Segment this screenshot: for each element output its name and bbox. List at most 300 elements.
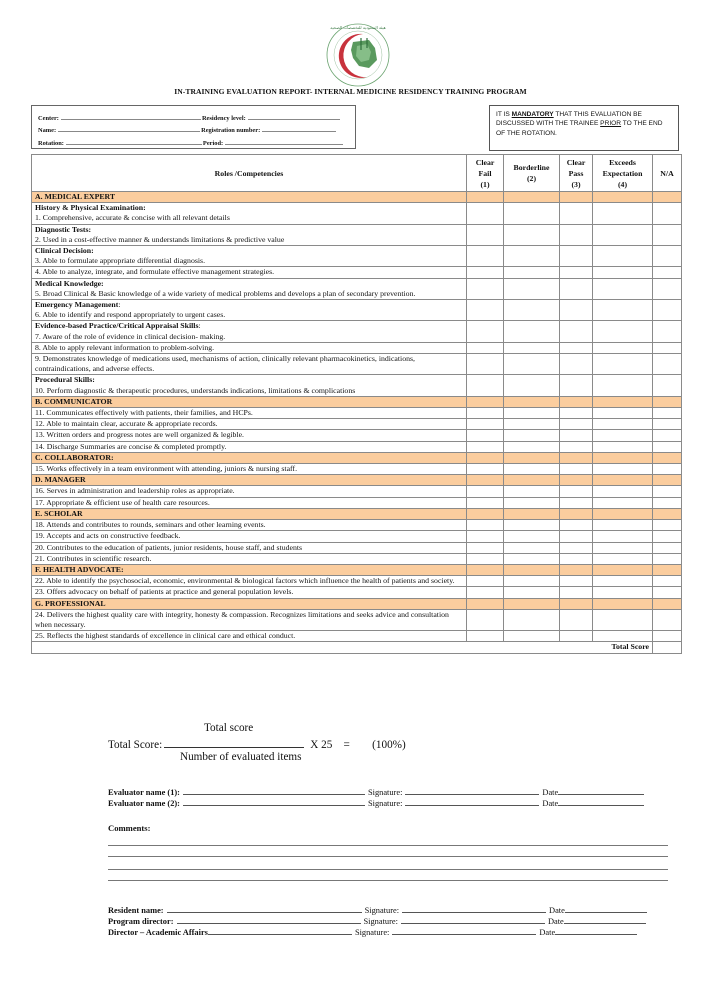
- competency-row: [32, 375, 682, 396]
- rating-cell-borderline[interactable]: [504, 419, 560, 430]
- competency-text: [32, 441, 467, 452]
- category-filler-cell: [593, 475, 653, 486]
- rating-cell-exceeds-expectation[interactable]: [593, 430, 653, 441]
- rating-cell-exceeds-expectation[interactable]: [593, 587, 653, 598]
- rating-cell-clear-fail[interactable]: [467, 631, 504, 642]
- header-exceeds-expectation: Exceeds Expectation (4): [593, 155, 653, 192]
- competency-description: 20. Contributes to the education of patients, junior residents, house staff, and students: [35, 542, 303, 552]
- academic-affairs-signature-field[interactable]: [392, 926, 536, 935]
- rating-cell-clear-fail[interactable]: [467, 531, 504, 542]
- competency-description: 4. Able to analyze, integrate, and formulate effective management strategies.: [35, 267, 275, 277]
- competency-description: 18. Attends and contributes to rounds, seminars and other learning events.: [35, 520, 266, 530]
- rating-cell-borderline[interactable]: [504, 224, 560, 245]
- rating-cell-exceeds-expectation[interactable]: [593, 224, 653, 245]
- academic-affairs-row: [108, 926, 637, 937]
- competency-row: [32, 576, 682, 587]
- category-row: [32, 475, 682, 486]
- competency-subheading: Procedural Skills:: [35, 375, 95, 385]
- formula-denominator: Number of evaluated items: [180, 751, 302, 763]
- category-filler-cell: [504, 598, 560, 609]
- rating-cell-exceeds-expectation[interactable]: [593, 375, 653, 396]
- academic-affairs-date-field[interactable]: [555, 926, 637, 935]
- rating-cell-na[interactable]: [653, 464, 682, 475]
- resident-name-label: Resident name:: [108, 906, 164, 915]
- competency-row: [32, 486, 682, 497]
- rating-cell-clear-pass[interactable]: [560, 203, 593, 224]
- rating-cell-clear-pass[interactable]: [560, 576, 593, 587]
- rating-cell-exceeds-expectation[interactable]: [593, 531, 653, 542]
- category-filler-cell: [560, 475, 593, 486]
- rating-cell-na[interactable]: [653, 203, 682, 224]
- rating-cell-clear-fail[interactable]: [467, 609, 504, 630]
- competency-description: 6. Able to identify and respond appropriately to urgent cases.: [35, 310, 226, 320]
- rating-cell-borderline[interactable]: [504, 609, 560, 630]
- rating-cell-exceeds-expectation[interactable]: [593, 441, 653, 452]
- rating-cell-na[interactable]: [653, 553, 682, 564]
- category-filler-cell: [653, 598, 682, 609]
- rating-cell-na[interactable]: [653, 408, 682, 419]
- competency-description: 7. Aware of the role of evidence in clinical decision- making.: [35, 331, 226, 341]
- notice-text: THAT THIS EVALUATION BE DISCUSSED WITH THE TRAINEE: [496, 111, 642, 128]
- residency-level-field[interactable]: [248, 113, 340, 120]
- resident-name-field[interactable]: [167, 904, 362, 913]
- category-filler-cell: [560, 192, 593, 203]
- rating-cell-na[interactable]: [653, 486, 682, 497]
- rating-cell-clear-fail[interactable]: [467, 441, 504, 452]
- rating-cell-clear-fail[interactable]: [467, 464, 504, 475]
- rating-cell-borderline[interactable]: [504, 300, 560, 321]
- rating-cell-exceeds-expectation[interactable]: [593, 486, 653, 497]
- category-filler-cell: [467, 508, 504, 519]
- total-score-cell[interactable]: [653, 642, 682, 653]
- rating-cell-clear-fail[interactable]: [467, 419, 504, 430]
- category-filler-cell: [653, 564, 682, 575]
- rating-cell-na[interactable]: [653, 531, 682, 542]
- rating-cell-borderline[interactable]: [504, 464, 560, 475]
- header-borderline: Borderline (2): [504, 155, 560, 192]
- category-filler-cell: [653, 192, 682, 203]
- comments-line-3[interactable]: [108, 869, 668, 870]
- competency-row: [32, 342, 682, 353]
- registration-number-label: Registration number:: [201, 127, 261, 134]
- rating-cell-borderline[interactable]: [504, 278, 560, 299]
- competency-row: [32, 419, 682, 430]
- rating-cell-exceeds-expectation[interactable]: [593, 278, 653, 299]
- rating-cell-clear-fail[interactable]: [467, 246, 504, 267]
- notice-text: IT IS: [496, 111, 512, 118]
- evaluator-2-signature-label: Signature:: [367, 799, 403, 808]
- competency-row: [32, 520, 682, 531]
- category-filler-cell: [560, 396, 593, 407]
- category-filler-cell: [504, 564, 560, 575]
- rating-cell-clear-fail[interactable]: [467, 553, 504, 564]
- rating-cell-clear-fail[interactable]: [467, 267, 504, 278]
- evaluator-1-row: [108, 786, 644, 797]
- subheading-suffix: :: [118, 300, 121, 310]
- competency-description: 15. Works effectively in a team environment with attending, juniors & nursing staff.: [35, 464, 298, 474]
- rating-cell-clear-pass[interactable]: [560, 342, 593, 353]
- competency-subheading: History & Physical Examination:: [35, 203, 146, 213]
- competency-text: [32, 278, 467, 299]
- program-director-date-label: Date: [547, 917, 564, 926]
- evaluator-1-date-field[interactable]: [558, 786, 644, 795]
- rating-cell-na[interactable]: [653, 587, 682, 598]
- category-row: [32, 598, 682, 609]
- notice-text: TO THE END OF THE ROTATION.: [496, 120, 663, 137]
- rating-cell-na[interactable]: [653, 609, 682, 630]
- rating-cell-exceeds-expectation[interactable]: [593, 464, 653, 475]
- rating-cell-clear-pass[interactable]: [560, 224, 593, 245]
- comments-line-1[interactable]: [108, 845, 668, 846]
- category-filler-cell: [467, 192, 504, 203]
- formula-equals: =: [343, 739, 350, 751]
- formula-multiplier: X 25: [310, 739, 333, 751]
- total-score-label: Total Score: [32, 642, 653, 653]
- notice-prior: PRIOR: [600, 120, 622, 128]
- comments-line-2[interactable]: [108, 856, 668, 857]
- rating-cell-borderline[interactable]: [504, 321, 560, 342]
- category-filler-cell: [467, 396, 504, 407]
- rating-cell-clear-fail[interactable]: [467, 486, 504, 497]
- rating-cell-borderline[interactable]: [504, 375, 560, 396]
- rating-cell-clear-pass[interactable]: [560, 587, 593, 598]
- evaluator-1-signature-field[interactable]: [405, 786, 539, 795]
- rating-cell-na[interactable]: [653, 419, 682, 430]
- competency-text: [32, 497, 467, 508]
- rating-cell-na[interactable]: [653, 441, 682, 452]
- rating-cell-borderline[interactable]: [504, 441, 560, 452]
- rating-cell-clear-pass[interactable]: [560, 631, 593, 642]
- category-filler-cell: [653, 396, 682, 407]
- rating-cell-clear-pass[interactable]: [560, 497, 593, 508]
- category-filler-cell: [653, 475, 682, 486]
- report-title: IN-TRAINING EVALUATION REPORT- INTERNAL MEDICINE RESIDENCY TRAINING PROGRAM: [174, 87, 527, 96]
- competency-row: [32, 531, 682, 542]
- period-field[interactable]: [225, 138, 343, 145]
- program-director-signature-label: Signature:: [363, 917, 398, 926]
- rating-cell-clear-pass[interactable]: [560, 553, 593, 564]
- category-filler-cell: [593, 508, 653, 519]
- program-director-date-field[interactable]: [564, 915, 646, 924]
- competency-text: [32, 631, 467, 642]
- academic-affairs-signature-label: Signature:: [354, 928, 390, 937]
- competency-subheading: Evidence-based Practice/Critical Appraisal Skills: [35, 321, 199, 331]
- competency-description: 16. Serves in administration and leadership roles as appropriate.: [35, 486, 235, 496]
- category-filler-cell: [504, 192, 560, 203]
- registration-number-field[interactable]: [262, 125, 336, 132]
- rating-cell-clear-pass[interactable]: [560, 375, 593, 396]
- competency-text: [32, 553, 467, 564]
- rating-cell-na[interactable]: [653, 520, 682, 531]
- rating-cell-clear-pass[interactable]: [560, 300, 593, 321]
- name-field[interactable]: [58, 125, 200, 132]
- rating-cell-exceeds-expectation[interactable]: [593, 542, 653, 553]
- competency-row: [32, 246, 682, 267]
- rating-cell-clear-pass[interactable]: [560, 464, 593, 475]
- competency-description: 17. Appropriate & efficient use of health care resources.: [35, 497, 210, 507]
- competency-text: [32, 542, 467, 553]
- competency-text: [32, 430, 467, 441]
- evaluator-1-name-field[interactable]: [183, 786, 365, 795]
- competency-subheading: Medical Knowledge:: [35, 278, 104, 288]
- competency-row: [32, 224, 682, 245]
- rating-cell-clear-fail[interactable]: [467, 354, 504, 375]
- competency-row: [32, 408, 682, 419]
- rating-cell-borderline[interactable]: [504, 430, 560, 441]
- rating-cell-clear-pass[interactable]: [560, 321, 593, 342]
- rating-cell-clear-pass[interactable]: [560, 430, 593, 441]
- rating-cell-exceeds-expectation[interactable]: [593, 553, 653, 564]
- rating-cell-borderline[interactable]: [504, 267, 560, 278]
- formula-numerator: Total score: [204, 722, 254, 734]
- rating-cell-borderline[interactable]: [504, 203, 560, 224]
- rating-cell-clear-pass[interactable]: [560, 267, 593, 278]
- rotation-field[interactable]: [66, 138, 202, 145]
- rating-cell-borderline[interactable]: [504, 408, 560, 419]
- rating-cell-clear-fail[interactable]: [467, 321, 504, 342]
- rating-cell-borderline[interactable]: [504, 497, 560, 508]
- resident-date-field[interactable]: [565, 904, 647, 913]
- competency-table: [31, 154, 682, 654]
- category-filler-cell: [467, 452, 504, 463]
- category-row: [32, 192, 682, 203]
- rating-cell-na[interactable]: [653, 224, 682, 245]
- competency-subheading: Diagnostic Tests:: [35, 224, 92, 234]
- rating-cell-clear-pass[interactable]: [560, 542, 593, 553]
- table-header-row: [32, 155, 682, 192]
- category-filler-cell: [467, 598, 504, 609]
- header-na: N/A: [653, 155, 682, 192]
- header-roles: Roles /Competencies: [32, 155, 467, 192]
- rating-cell-clear-fail[interactable]: [467, 342, 504, 353]
- category-title: C. COLLABORATOR:: [32, 452, 467, 463]
- competency-description: 23. Offers advocacy on behalf of patients at practice and general population levels.: [35, 587, 294, 597]
- evaluator-2-date-field[interactable]: [558, 797, 644, 806]
- evaluator-2-row: [108, 797, 644, 808]
- rating-cell-na[interactable]: [653, 246, 682, 267]
- category-filler-cell: [593, 598, 653, 609]
- rating-cell-na[interactable]: [653, 375, 682, 396]
- rating-cell-borderline[interactable]: [504, 520, 560, 531]
- competency-text: [32, 224, 467, 245]
- competency-row: [32, 430, 682, 441]
- rating-cell-borderline[interactable]: [504, 246, 560, 267]
- competency-description: 10. Perform diagnostic & therapeutic procedures, understands indications, limitations & complications: [35, 385, 356, 395]
- competency-text: [32, 300, 467, 321]
- rating-cell-exceeds-expectation[interactable]: [593, 520, 653, 531]
- category-filler-cell: [593, 192, 653, 203]
- rating-cell-exceeds-expectation[interactable]: [593, 631, 653, 642]
- period-label: Period:: [202, 139, 224, 147]
- rating-cell-na[interactable]: [653, 542, 682, 553]
- resident-date-label: Date: [549, 906, 565, 915]
- rating-cell-na[interactable]: [653, 354, 682, 375]
- rating-cell-exceeds-expectation[interactable]: [593, 419, 653, 430]
- rating-cell-clear-fail[interactable]: [467, 408, 504, 419]
- rating-cell-clear-fail[interactable]: [467, 430, 504, 441]
- rating-cell-clear-pass[interactable]: [560, 441, 593, 452]
- program-director-row: [108, 915, 646, 926]
- competency-subheading: Clinical Decision:: [35, 246, 94, 256]
- rating-cell-exceeds-expectation[interactable]: [593, 321, 653, 342]
- competency-row: [32, 587, 682, 598]
- resident-signature-field[interactable]: [402, 904, 546, 913]
- category-filler-cell: [504, 475, 560, 486]
- competency-text: [32, 520, 467, 531]
- competency-row: [32, 278, 682, 299]
- rating-cell-na[interactable]: [653, 267, 682, 278]
- council-logo: [323, 20, 393, 90]
- rating-cell-clear-pass[interactable]: [560, 354, 593, 375]
- formula-result: (100%): [372, 739, 406, 751]
- resident-row: [108, 904, 647, 915]
- rating-cell-borderline[interactable]: [504, 587, 560, 598]
- category-row: [32, 452, 682, 463]
- program-director-name-field[interactable]: [177, 915, 361, 924]
- competency-row: [32, 300, 682, 321]
- competency-text: [32, 342, 467, 353]
- evaluator-2-signature-field[interactable]: [405, 797, 539, 806]
- rating-cell-na[interactable]: [653, 576, 682, 587]
- program-director-signature-field[interactable]: [401, 915, 545, 924]
- competency-text: [32, 609, 467, 630]
- category-filler-cell: [504, 508, 560, 519]
- rating-cell-clear-pass[interactable]: [560, 419, 593, 430]
- rating-cell-clear-fail[interactable]: [467, 576, 504, 587]
- rating-cell-na[interactable]: [653, 430, 682, 441]
- category-row: [32, 508, 682, 519]
- category-filler-cell: [560, 564, 593, 575]
- rating-cell-clear-fail[interactable]: [467, 224, 504, 245]
- rating-cell-borderline[interactable]: [504, 354, 560, 375]
- rating-cell-exceeds-expectation[interactable]: [593, 300, 653, 321]
- rating-cell-exceeds-expectation[interactable]: [593, 267, 653, 278]
- competency-text: [32, 203, 467, 224]
- rating-cell-clear-pass[interactable]: [560, 278, 593, 299]
- competency-text: [32, 419, 467, 430]
- rating-cell-borderline[interactable]: [504, 576, 560, 587]
- rating-cell-clear-fail[interactable]: [467, 375, 504, 396]
- rating-cell-exceeds-expectation[interactable]: [593, 576, 653, 587]
- rating-cell-clear-fail[interactable]: [467, 300, 504, 321]
- competency-text: [32, 486, 467, 497]
- rating-cell-clear-pass[interactable]: [560, 520, 593, 531]
- rating-cell-exceeds-expectation[interactable]: [593, 609, 653, 630]
- competency-description: 8. Able to apply relevant information to problem-solving.: [35, 342, 215, 352]
- rating-cell-clear-fail[interactable]: [467, 587, 504, 598]
- competency-row: [32, 542, 682, 553]
- rating-cell-borderline[interactable]: [504, 531, 560, 542]
- mandatory-notice: [489, 105, 679, 151]
- competency-row: [32, 497, 682, 508]
- category-filler-cell: [593, 396, 653, 407]
- competency-subheading: Emergency Management: [35, 300, 119, 310]
- competency-row: [32, 354, 682, 375]
- competency-description: 19. Accepts and acts on constructive feedback.: [35, 531, 181, 541]
- rating-cell-clear-pass[interactable]: [560, 531, 593, 542]
- rating-cell-clear-pass[interactable]: [560, 408, 593, 419]
- evaluator-2-label: Evaluator name (2):: [108, 799, 180, 808]
- rating-cell-clear-fail[interactable]: [467, 203, 504, 224]
- rating-cell-exceeds-expectation[interactable]: [593, 497, 653, 508]
- rating-cell-clear-fail[interactable]: [467, 542, 504, 553]
- evaluator-2-name-field[interactable]: [183, 797, 365, 806]
- competency-text: [32, 375, 467, 396]
- center-label: Center:: [38, 114, 59, 122]
- comments-label: Comments:: [108, 823, 151, 833]
- rating-cell-exceeds-expectation[interactable]: [593, 246, 653, 267]
- competency-description: 2. Used in a cost-effective manner & understands limitations & predictive value: [35, 234, 285, 244]
- evaluator-1-date-label: Date: [542, 788, 559, 797]
- rating-cell-na[interactable]: [653, 631, 682, 642]
- name-label: Name:: [38, 127, 57, 134]
- evaluator-2-date-label: Date: [542, 799, 559, 808]
- rating-cell-clear-pass[interactable]: [560, 246, 593, 267]
- rating-cell-exceeds-expectation[interactable]: [593, 408, 653, 419]
- resident-signature-label: Signature:: [364, 906, 400, 915]
- rating-cell-borderline[interactable]: [504, 631, 560, 642]
- rating-cell-exceeds-expectation[interactable]: [593, 203, 653, 224]
- comments-line-4[interactable]: [108, 880, 668, 881]
- category-filler-cell: [560, 452, 593, 463]
- category-filler-cell: [593, 452, 653, 463]
- category-title: B. COMMUNICATOR: [32, 396, 467, 407]
- competency-row: [32, 553, 682, 564]
- evaluator-1-signature-label: Signature:: [367, 788, 403, 797]
- academic-affairs-name-field[interactable]: [208, 926, 352, 935]
- notice-mandatory: MANDATORY: [511, 111, 554, 118]
- rating-cell-borderline[interactable]: [504, 553, 560, 564]
- competency-description: 11. Communicates effectively with patients, their families, and HCPs.: [35, 408, 253, 418]
- category-title: G. PROFESSIONAL: [32, 598, 467, 609]
- rating-cell-clear-pass[interactable]: [560, 609, 593, 630]
- competency-text: [32, 267, 467, 278]
- competency-description: 13. Written orders and progress notes are well organized & legible.: [35, 430, 244, 440]
- category-filler-cell: [467, 564, 504, 575]
- category-title: F. HEALTH ADVOCATE:: [32, 564, 467, 575]
- rating-cell-exceeds-expectation[interactable]: [593, 354, 653, 375]
- rating-cell-clear-fail[interactable]: [467, 497, 504, 508]
- rating-cell-borderline[interactable]: [504, 486, 560, 497]
- category-filler-cell: [467, 475, 504, 486]
- competency-row: [32, 631, 682, 642]
- competency-description: 5. Broad Clinical & Basic knowledge of a wide variety of medical problems and develops a plan of secondary prevention.: [35, 288, 416, 298]
- center-field[interactable]: [61, 113, 201, 120]
- rating-cell-na[interactable]: [653, 497, 682, 508]
- rating-cell-clear-pass[interactable]: [560, 486, 593, 497]
- category-filler-cell: [504, 452, 560, 463]
- table-body: [32, 192, 682, 642]
- rating-cell-borderline[interactable]: [504, 342, 560, 353]
- competency-text: [32, 408, 467, 419]
- competency-description: 1. Comprehensive, accurate & concise with all relevant details: [35, 213, 230, 223]
- rating-cell-borderline[interactable]: [504, 542, 560, 553]
- rating-cell-clear-fail[interactable]: [467, 520, 504, 531]
- rating-cell-na[interactable]: [653, 342, 682, 353]
- category-filler-cell: [653, 508, 682, 519]
- category-title: A. MEDICAL EXPERT: [32, 192, 467, 203]
- rotation-label: Rotation:: [38, 139, 64, 147]
- competency-description: 9. Demonstrates knowledge of medications used, mechanisms of action, clinically relevant pharmacokinetics, indications, contraindications, and adverse effects.: [35, 354, 415, 374]
- rating-cell-exceeds-expectation[interactable]: [593, 342, 653, 353]
- category-filler-cell: [504, 396, 560, 407]
- rating-cell-na[interactable]: [653, 321, 682, 342]
- rating-cell-na[interactable]: [653, 300, 682, 321]
- rating-cell-clear-fail[interactable]: [467, 278, 504, 299]
- category-title: E. SCHOLAR: [32, 508, 467, 519]
- rating-cell-na[interactable]: [653, 278, 682, 299]
- evaluator-1-label: Evaluator name (1):: [108, 788, 180, 797]
